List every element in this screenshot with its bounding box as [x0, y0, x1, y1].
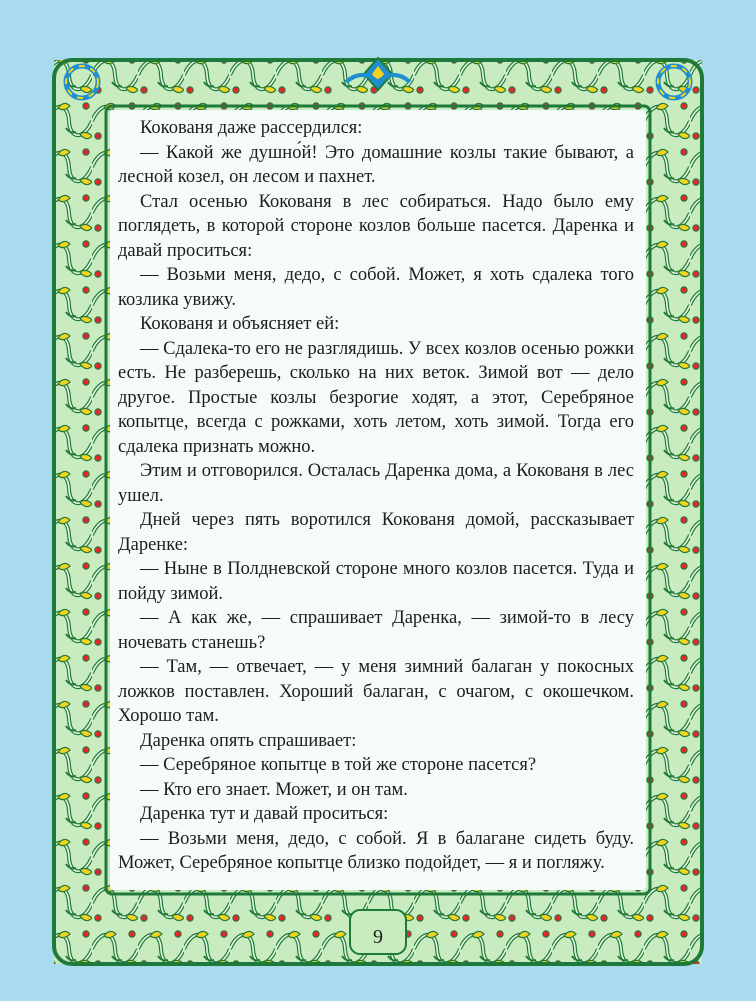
paragraph: — Сдалека-то его не разглядишь. У всех козлов осенью рожки есть. Не разберешь, сколько на них веток. Зимой вот — дело другое. Простые козлы безрогие ходят, а этот, Серебряное копытце, всегда с рожками, хоть летом, хоть зимой. Тогда его сдалека признать можно. [118, 338, 634, 457]
paragraph: — Возьми меня, дедо, с собой. Может, я хоть сдалека того козлика увижу. [118, 265, 634, 310]
paragraph: — Там, — отвечает, — у меня зимний балаган у покосных ложков поставлен. Хороший балаган, с очагом, с окошечком. Хорошо там. [118, 657, 634, 726]
paragraph: Стал осенью Кокованя в лес собираться. Надо было ему поглядеть, в которой стороне козлов больше пасется. Даренка и давай проситься: [118, 191, 634, 261]
paragraph: Дней через пять воротился Кокованя домой, рассказывает Даренке: [118, 510, 634, 555]
paragraph: — Возьми меня, дедо, с собой. Я в балагане сидеть буду. Может, Серебряное копытце близко подойдет, — я и погляжу. [118, 828, 634, 873]
story-text [118, 116, 634, 876]
paragraph: — Кто его знает. Может, и он там. [140, 779, 408, 800]
page-number: 9 [373, 926, 383, 948]
paragraph: — Ныне в Полдневской стороне много козлов пасется. Туда и пойду зимой. [118, 559, 634, 604]
paragraph: — Серебряное копытце в той же стороне пасется? [140, 755, 537, 775]
paragraph: — Какой же душно́й! Это домашние козлы такие бывают, а лесной козел, он лесом и пахнет. [118, 142, 634, 187]
paragraph: Кокованя и объясняет ей: [140, 314, 340, 334]
paragraph: Даренка тут и давай проситься: [140, 804, 389, 824]
paragraph: Этим и отговорился. Осталась Даренка дома, а Кокованя в лес ушел. [118, 461, 634, 506]
paragraph: Даренка опять спрашивает: [140, 730, 357, 751]
paragraph: — А как же, — спрашивает Даренка, — зимой-то в лесу ночевать станешь? [118, 608, 634, 653]
paragraph: Кокованя даже рассердился: [140, 118, 363, 138]
